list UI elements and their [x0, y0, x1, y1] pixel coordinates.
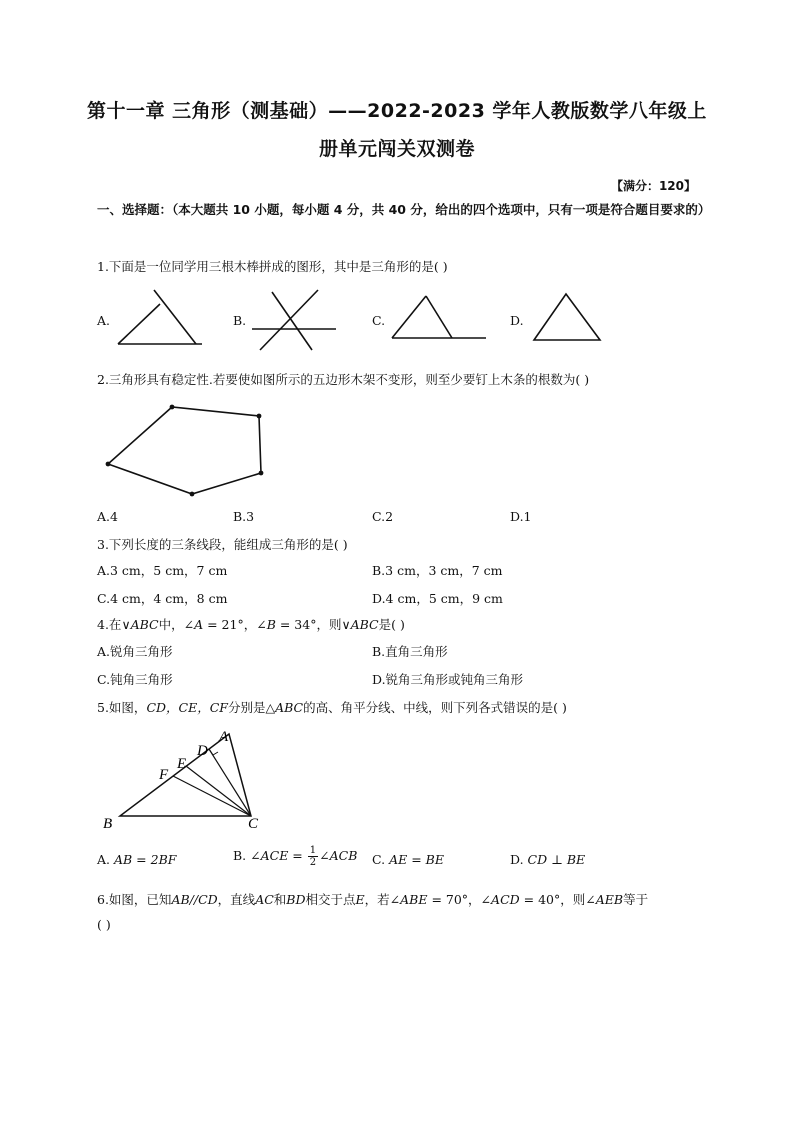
q1-figure-b: [248, 284, 340, 354]
label-E: E: [177, 756, 187, 772]
section-heading: 一、选择题：（本大题共 10 小题，每小题 4 分，共 40 分，给出的四个选项中，只有一项是符合题目要求的）: [97, 202, 711, 217]
q4-option-a: A.锐角三角形: [97, 644, 173, 659]
q1-option-b-label: B.: [233, 313, 247, 328]
question-1-stem: 1.下面是一位同学用三根木棒拼成的图形，其中是三角形的是( ): [97, 259, 448, 274]
q4-option-c: C.钝角三角形: [97, 672, 173, 687]
fraction-one-half: $\frac{1}{2}$: [309, 845, 317, 868]
q4-option-d: D.锐角三角形或钝角三角形: [372, 672, 524, 687]
label-F: F: [159, 767, 169, 783]
question-5-stem: 5.如图，CD，CE，CF分别是△ABC的高、角平分线、中线，则下列各式错误的是( ): [97, 700, 567, 715]
q4-option-b: B.直角三角形: [372, 644, 448, 659]
label-A: A: [219, 729, 229, 745]
question-6-stem-line2: ( ): [97, 917, 111, 932]
question-4-stem: 4.在∨ABC中，∠A = 21°，∠B = 34°，则∨ABC是( ): [97, 617, 405, 632]
question-6-stem: 6.如图，已知AB//CD，直线AC和BD相交于点E，若∠ABE = 70°，∠ACD = 40°，则∠AEB等于: [97, 892, 649, 907]
q5-triangle-figure: [100, 722, 272, 834]
triangle-symbol: ∨: [341, 617, 351, 632]
full-score: 【满分：120】: [610, 179, 696, 193]
triangle-symbol: ∨: [121, 617, 131, 632]
label-D: D: [197, 743, 208, 759]
q3-option-b: B.3 cm，3 cm，7 cm: [372, 563, 503, 578]
q3-option-a: A.3 cm，5 cm，7 cm: [97, 563, 228, 578]
label-B: B: [103, 816, 113, 832]
label-C: C: [248, 816, 259, 832]
q1-figure-a: [110, 284, 210, 350]
q2-option-d: D.1: [510, 509, 532, 524]
q1-option-c-label: C.: [372, 313, 386, 328]
q5-option-a: A. AB = 2BF: [97, 852, 177, 867]
q1-option-a-label: A.: [97, 313, 111, 328]
q1-figure-c: [388, 290, 490, 344]
q2-pentagon-figure: [100, 400, 272, 500]
q5-option-b: B. ∠ACE = $\frac{1}{2}$ ∠ACB: [233, 845, 358, 868]
exam-title-line1: 第十一章 三角形（测基础）——2022-2023 学年人教版数学八年级上: [87, 100, 707, 122]
q3-option-d: D.4 cm，5 cm，9 cm: [372, 591, 503, 606]
q5-option-c: C. AE = BE: [372, 852, 444, 867]
q2-option-c: C.2: [372, 509, 394, 524]
q2-option-b: B.3: [233, 509, 255, 524]
exam-title-line2: 册单元闯关双测卷: [318, 138, 475, 160]
q1-option-d-label: D.: [510, 313, 524, 328]
question-3-stem: 3.下列长度的三条线段，能组成三角形的是( ): [97, 537, 348, 552]
q2-option-a: A.4: [97, 509, 118, 524]
q1-figure-d: [528, 288, 608, 346]
q3-option-c: C.4 cm，4 cm，8 cm: [97, 591, 228, 606]
question-2-stem: 2.三角形具有稳定性.若要使如图所示的五边形木架不变形，则至少要钉上木条的根数为( ): [97, 372, 590, 387]
q5-option-d: D. CD ⊥ BE: [510, 852, 586, 867]
